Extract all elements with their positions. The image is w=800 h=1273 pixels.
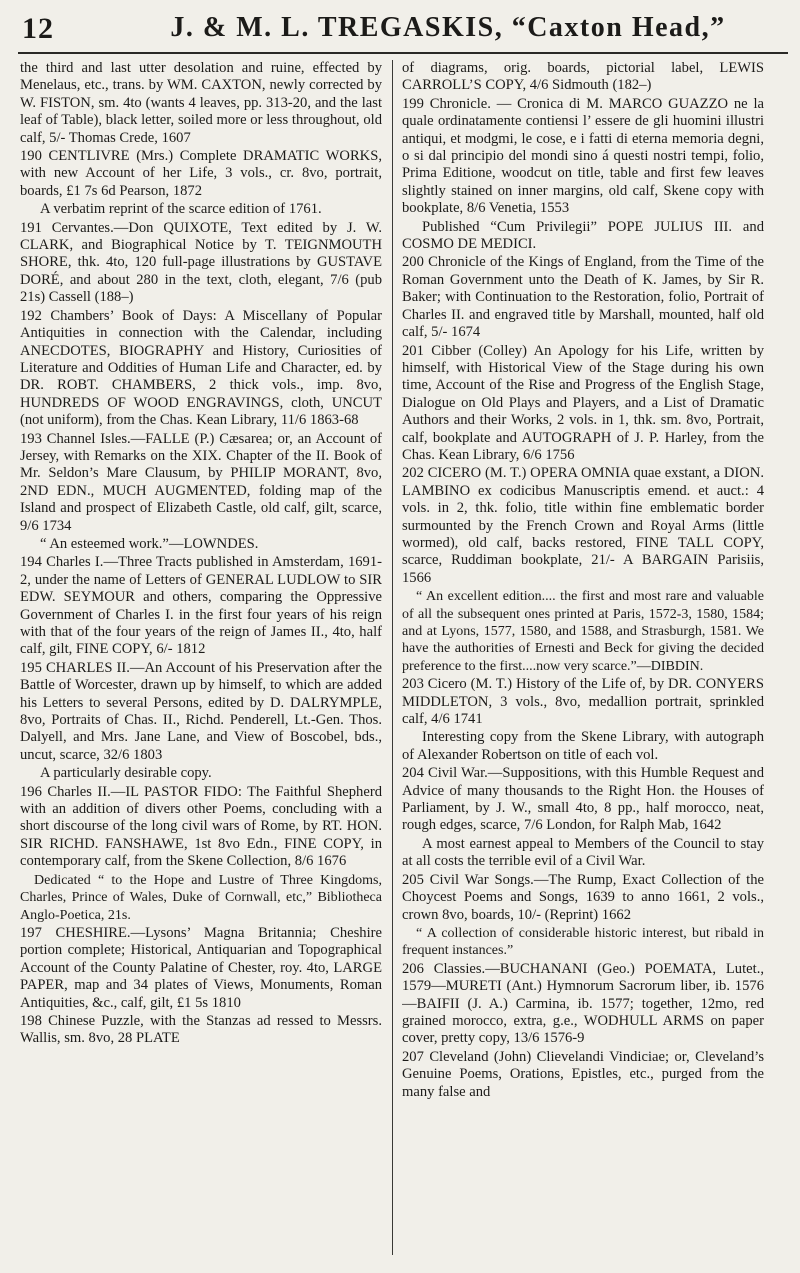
- entry-200: 200 Chronicle of the Kings of England, from the Time of the Roman Government unto the Death of K. James, by Sir R. Baker; with Continuation to the Restoration, folio, Portrait of Charles II. and engraved title by Marshall, mounted, half old calf, 5/- 1674: [402, 254, 764, 341]
- entry-199: 199 Chronicle. — Cronica di M. MARCO GUAZZO ne la quale ordinatamente contiensi l’ essere de gli huomini illustri antiqui, et modgmi, le cose, e i fatti di eterna memoria degni, o si dal principio del mondi sino á questi nostri tempi, folio, Prima Editione, woodcut on title, table and first few leaves slightly stained on inner margins, old calf, Skene copy with bookplate, 8/6 Venetia, 1553: [402, 95, 764, 217]
- entry-206: 206 Classies.—BUCHANANI (Geo.) POEMATA, Lutet., 1579—MURETI (Ant.) Hymnorum Sacrorum liber, ib. 1576—BAIFII (J. A.) Carmina, ib. 1577; together, 12mo, red grained morocco, extra, g.e., WODHULL ARMS on paper cover, pretty copy, 13/6 1576-9: [402, 960, 764, 1047]
- entry-191: 191 Cervantes.—Don QUIXOTE, Text edited by J. W. CLARK, and Biographical Notice by T. TEIGNMOUTH SHORE, thk. 4to, 120 full-page illustrations by GUSTAVE DORÉ, and about 280 in the text, cloth, elegant, 7/6 (pub 21s) Cassell (188–): [20, 219, 382, 306]
- entry-196: 196 Charles II.—IL PASTOR FIDO: The Faithful Shepherd with an addition of divers other Poems, concluding with a short discourse of the long civil wars of Rome, by RT. HON. SIR RICHD. FANSHAWE, 1st 8vo Edn., FINE COPY, in contemporary calf, from the Skene Collection, 8/6 1676: [20, 783, 382, 870]
- entry-201: 201 Cibber (Colley) An Apology for his Life, written by himself, with Historical View of the Stage during his own time, Account of the Rise and Progress of the English Stage, Dialogue on Old Plays and Players, and a List of Dramatic Authors and their Works, 2 vols. in 1, thk. sm. 8vo, Portrait, calf, bookplate and AUTOGRAPH of J. P. Harley, from the Chas. Kean Library, 6/6 1756: [402, 342, 764, 463]
- column-rule: [392, 60, 393, 1255]
- page-number: 12: [22, 12, 54, 45]
- entry-198: 198 Chinese Puzzle, with the Stanzas ad ressed to Messrs. Wallis, sm. 8vo, 28 PLATE: [20, 1012, 382, 1047]
- entry-204-note: A most earnest appeal to Members of the Council to stay at all costs the terrible evil of a Civil War.: [402, 835, 764, 870]
- entry-195-note: A particularly desirable copy.: [40, 765, 212, 782]
- entry-195: 195 CHARLES II.—An Account of his Preservation after the Battle of Worcester, drawn up by himself, to which are added his Letters to several Persons, edited by D. DALRYMPLE, 8vo, Portraits of Chas. II., Richd. Penderell, Lt.-Gen. Thos. Dalyell, and Mrs. Jane Lane, and View of Boscobel, bds., uncut, scarce, 32/6 1803: [20, 659, 382, 763]
- entry-194: 194 Charles I.—Three Tracts published in Amsterdam, 1691-2, under the name of Letters of GENERAL LUDLOW to SIR EDW. SEYMOUR and others, comparing the Oppressive Government of Charles I. in the first four years of his reign with that of the four years of the reign of James II., 4to, half calf, gilt, FINE COPY, 6/- 1812: [20, 554, 382, 658]
- entry-204: 204 Civil War.—Suppositions, with this Humble Request and Advice of many thousands to the Right Hon. the Houses of Parliament, by J. W., small 4to, 8 pp., half morocco, neat, rough edges, scarce, 7/6 London, for Ralph Mab, 1642: [402, 765, 764, 834]
- entry-196-note: Dedicated “ to the Hope and Lustre of Three Kingdoms, Charles, Prince of Wales, Duke of Cornwall, etc,” Bibliotheca Anglo-Poetica, 21s.: [20, 872, 382, 923]
- entry-205-note: “ A collection of considerable historic interest, but ribald in frequent instances.”: [402, 925, 764, 959]
- running-head: J. & M. L. TREGASKIS, “Caxton Head,”: [170, 12, 726, 43]
- entry-199-note: Published “Cum Privilegii” POPE JULIUS III. and COSMO DE MEDICI.: [402, 218, 764, 253]
- entry-207: 207 Cleveland (John) Clievelandi Vindiciae; or, Cleveland’s Genuine Poems, Orations, Epistles, etc., purged from the many false and: [402, 1048, 764, 1100]
- entry-202: 202 CICERO (M. T.) OPERA OMNIA quae exstant, a DION. LAMBINO ex codicibus Manuscriptis emend. et auct.: 4 vols. in 2, thk. folio, title within fine emblematic border surmounted by the French Crown and Royal Arms (little wormed), old calf, backs restored, FINE TALL COPY, scarce, Ruddiman bookplate, 21/- A BARGAIN Parisiis, 1566: [402, 465, 764, 586]
- entry-202-note: “ An excellent edition.... the first and most rare and valuable of all the subsequent ones printed at Paris, 1572-3, 1580, 1584; and at Lyons, 1577, 1580, and 1588, and Strasburgh, 1581. We have the authorities of Ernesti and Beck for giving the decided preference to the first....now very scarce.”—DIBDIN.: [402, 589, 764, 674]
- right-column: [402, 60, 764, 1260]
- entry-193: 193 Channel Isles.—FALLE (P.) Cæsarea; or, an Account of Jersey, with Remarks on the XIX. Chapter of the II. Book of Mr. Seldon’s Mare Clausum, by PHILIP MORANT, 8vo, 2ND EDN., MUCH AUGMENTED, folding map of the Island and prospect of Elizabeth Castle, old calf, gilt, scarce, 9/6 1734: [20, 430, 382, 534]
- entry-205: 205 Civil War Songs.—The Rump, Exact Collection of the Choycest Poems and Songs, 1639 to anno 1661, 2 vols., crown 8vo, boards, 10/- (Reprint) 1662: [402, 871, 764, 923]
- entry-190-note: A verbatim reprint of the scarce edition of 1761.: [40, 201, 322, 218]
- page-header: [18, 6, 788, 54]
- entry-203: 203 Cicero (M. T.) History of the Life of, by DR. CONYERS MIDDLETON, 3 vols., 8vo, medallion portrait, sprinkled calf, 4/6 1741: [402, 676, 764, 728]
- left-column: [20, 60, 382, 1260]
- entry-203-note: Interesting copy from the Skene Library, with autograph of Alexander Robertson on title of each vol.: [402, 729, 764, 763]
- entry-193-note: “ An esteemed work.”—LOWNDES.: [40, 535, 259, 552]
- entry-192: 192 Chambers’ Book of Days: A Miscellany of Popular Antiquities in connection with the Calendar, including ANECDOTES, BIOGRAPHY and History, Curiosities of Literature and Oddities of Human Life and Character, ed. by DR. ROBT. CHAMBERS, 2 thick vols., imp. 8vo, HUNDREDS OF WOOD ENGRAVINGS, cloth, UNCUT (not uniform), from the Chas. Kean Library, 11/6 1863-68: [20, 307, 382, 429]
- entry-197: 197 CHESHIRE.—Lysons’ Magna Britannia; Cheshire portion complete; Historical, Antiquarian and Topographical Account of the County Palatine of Chester, roy. 4to, LARGE PAPER, map and 34 plates of Views, Monuments, Roman Antiquities, &c., calf, gilt, £1 5s 1810: [20, 924, 382, 1011]
- entry-continued: the third and last utter desolation and ruine, effected by Menelaus, etc., trans. by WM. CAXTON, newly corrected by W. FISTON, sm. 4to (wants 4 leaves, pp. 313-20, and the last leaf of Table), black letter, soiled more or less throughout, old calf, 5/- Thomas Crede, 1607: [20, 60, 382, 146]
- entry-198-continued: of diagrams, orig. boards, pictorial label, LEWIS CARROLL’S COPY, 4/6 Sidmouth (182–): [402, 60, 764, 94]
- entry-190: 190 CENTLIVRE (Mrs.) Complete DRAMATIC WORKS, with new Account of her Life, 3 vols., cr. 8vo, portrait, boards, £1 7s 6d Pearson, 1872: [20, 148, 382, 199]
